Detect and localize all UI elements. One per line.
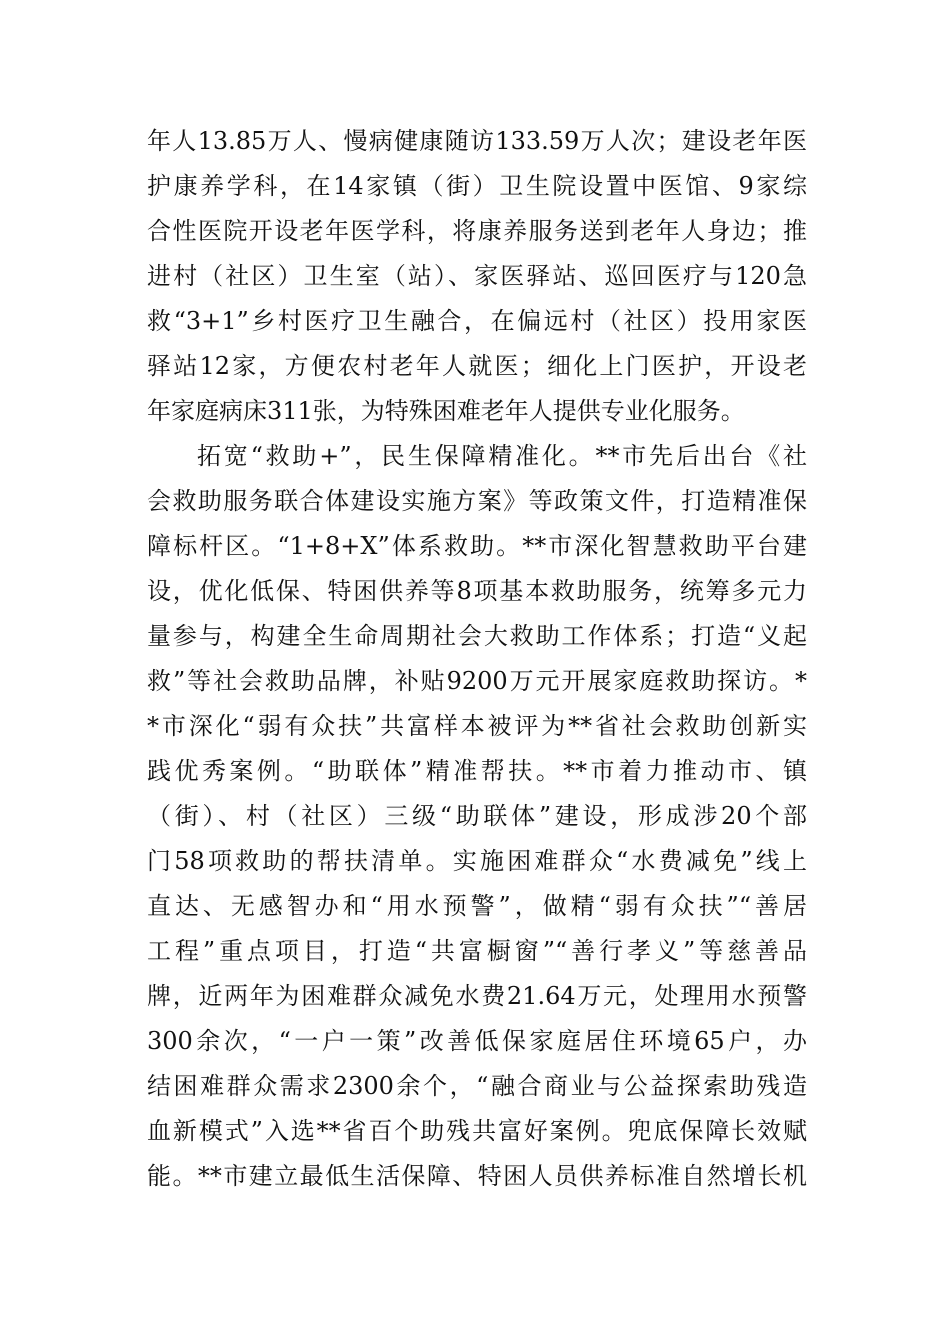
text-line-24: 能。**市建立最低生活保障、特困人员供养标准自然增长机 — [147, 1162, 807, 1190]
text-line-8: 拓宽“救助+”，民生保障精准化。**市先后出台《社 — [197, 442, 807, 470]
text-line-16: （街）、村（社区）三级“助联体”建设，形成涉20个部 — [147, 802, 807, 830]
text-line-23: 血新模式”入选**省百个助残共富好案例。兜底保障长效赋 — [147, 1117, 807, 1145]
text-line-4: 进村（社区）卫生室（站）、家医驿站、巡回医疗与120急 — [147, 262, 807, 290]
text-line-1: 年人13.85万人、慢病健康随访133.59万人次；建设老年医 — [147, 127, 807, 155]
text-line-22: 结困难群众需求2300余个，“融合商业与公益探索助残造 — [147, 1072, 807, 1100]
text-line-2: 护康养学科，在14家镇（街）卫生院设置中医馆、9家综 — [147, 172, 807, 200]
text-line-15: 践优秀案例。“助联体”精准帮扶。**市着力推动市、镇 — [147, 757, 807, 785]
text-line-19: 工程”重点项目，打造“共富橱窗”“善行孝义”等慈善品 — [147, 937, 807, 965]
text-line-17: 门58项救助的帮扶清单。实施困难群众“水费减免”线上 — [147, 847, 807, 875]
text-line-3: 合性医院开设老年医学科，将康养服务送到老年人身边；推 — [147, 217, 807, 245]
text-line-5: 救“3+1”乡村医疗卫生融合，在偏远村（社区）投用家医 — [147, 307, 807, 335]
body-text — [147, 119, 807, 1199]
text-line-13: 救”等社会救助品牌，补贴9200万元开展家庭救助探访。* — [147, 667, 807, 695]
text-line-9: 会救助服务联合体建设实施方案》等政策文件，打造精准保 — [147, 487, 807, 515]
text-line-18: 直达、无感智办和“用水预警”，做精“弱有众扶”“善居 — [147, 892, 807, 920]
text-line-10: 障标杆区。“1+8+X”体系救助。**市深化智慧救助平台建 — [147, 532, 807, 560]
text-line-20: 牌，近两年为困难群众减免水费21.64万元，处理用水预警 — [147, 982, 807, 1010]
text-line-14: *市深化“弱有众扶”共富样本被评为**省社会救助创新实 — [147, 712, 807, 740]
text-line-12: 量参与，构建全生命周期社会大救助工作体系；打造“义起 — [147, 622, 807, 650]
text-line-21: 300余次，“一户一策”改善低保家庭居住环境65户，办 — [147, 1027, 807, 1055]
text-line-6: 驿站12家，方便农村老年人就医；细化上门医护，开设老 — [147, 352, 807, 380]
text-line-11: 设，优化低保、特困供养等8项基本救助服务，统筹多元力 — [147, 577, 807, 605]
text-line-7: 年家庭病床311张，为特殊困难老年人提供专业化服务。 — [147, 397, 745, 425]
